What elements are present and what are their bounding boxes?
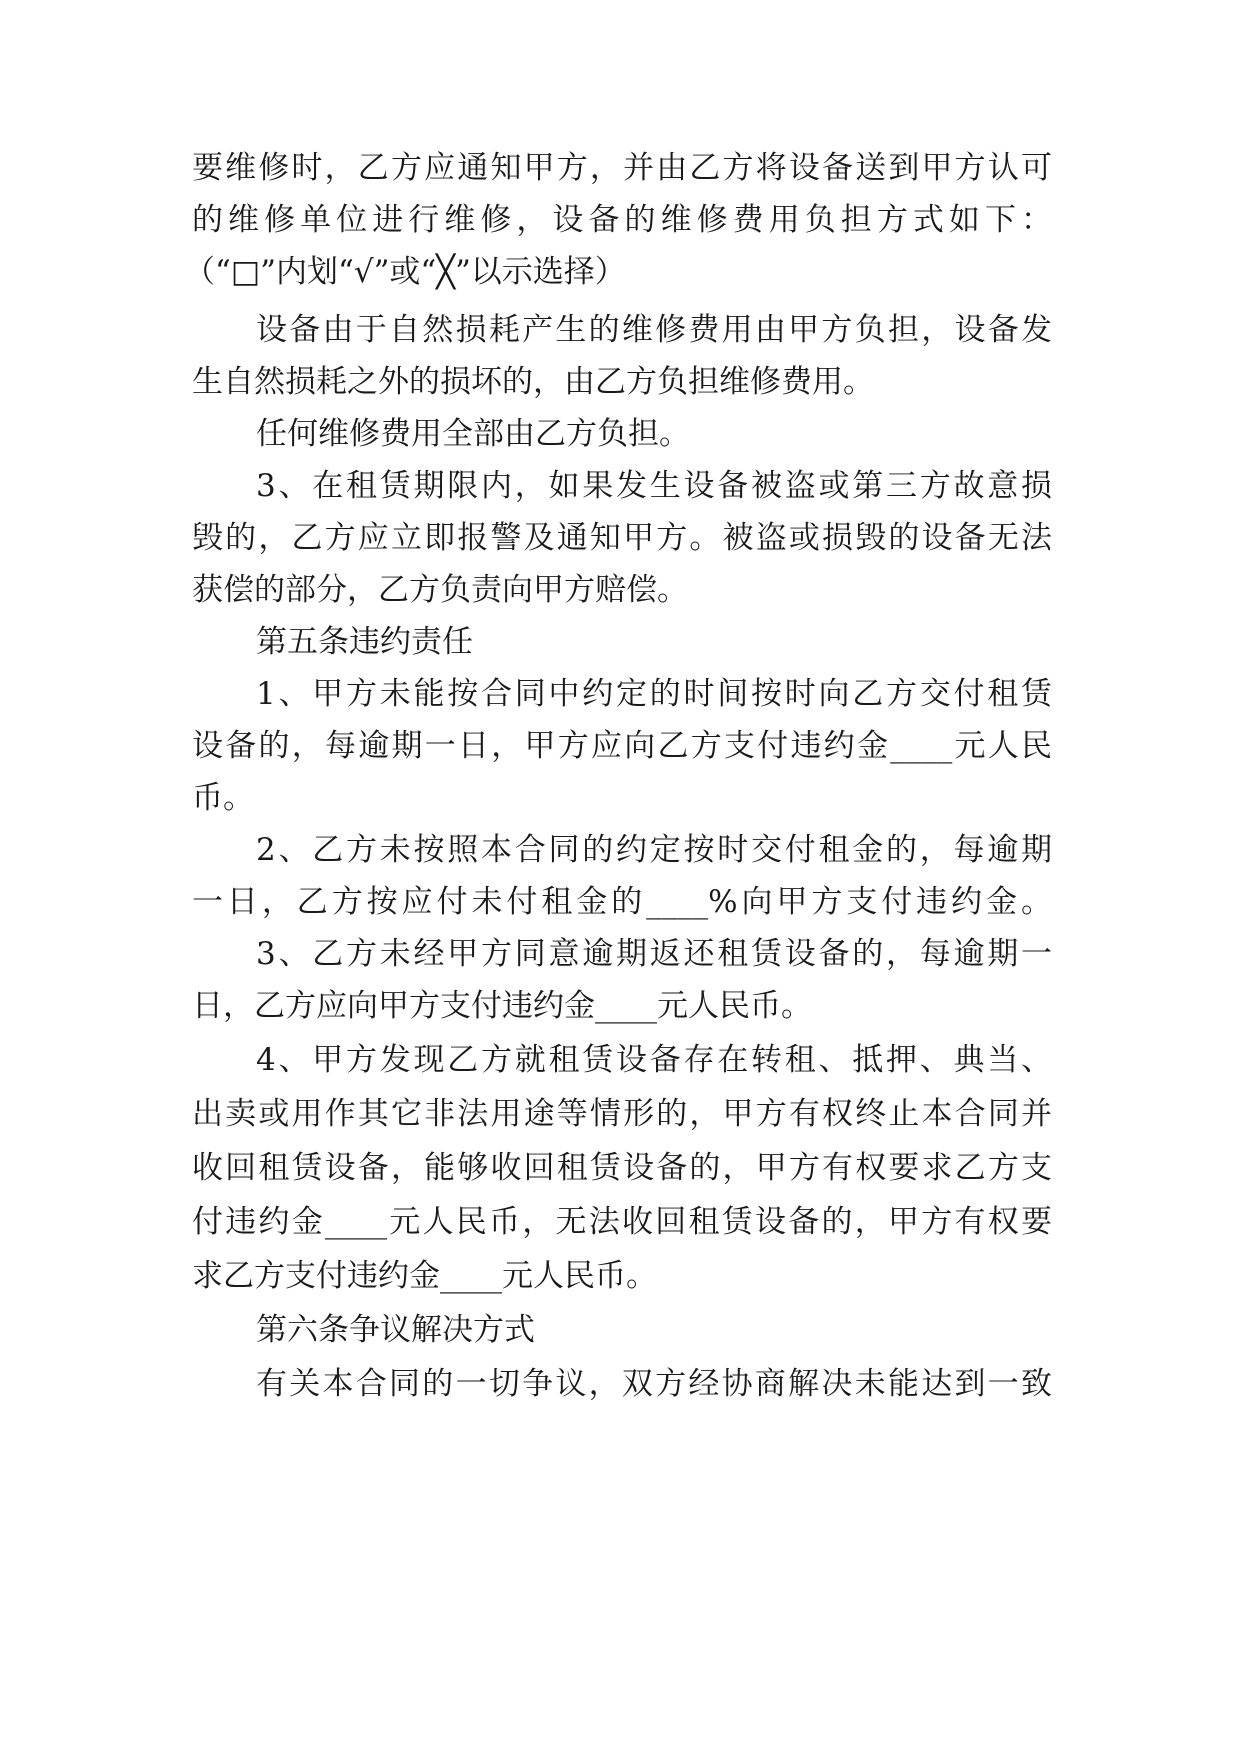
text-line: 有关本合同的一切争议，双方经协商解决未能达到一致 [256,1366,1052,1402]
document-page [184,0,1052,1754]
text-line: 3、在租赁期限内，如果发生设备被盗或第三方故意损 [256,468,1052,504]
text-line: 4、甲方发现乙方就租赁设备存在转租、抵押、典当、 [256,1042,1052,1078]
text-line: 1、甲方未能按合同中约定的时间按时向乙方交付租赁 [256,676,1052,712]
text-line: 要维修时，乙方应通知甲方，并由乙方将设备送到甲方认可 [192,150,1052,186]
text-line: 收回租赁设备，能够收回租赁设备的，甲方有权要求乙方支 [192,1150,1052,1186]
text-line: 日，乙方应向甲方支付违约金____元人民币。 [192,988,812,1024]
text-line: 毁的，乙方应立即报警及通知甲方。被盗或损毁的设备无法 [192,520,1052,556]
text-line: 出卖或用作其它非法用途等情形的，甲方有权终止本合同并 [192,1096,1052,1132]
section-heading: 第五条违约责任 [256,624,473,660]
section-heading: 第六条争议解决方式 [256,1312,535,1348]
text-line: 付违约金____元人民币，无法收回租赁设备的，甲方有权要 [192,1204,1052,1240]
text-line: 2、乙方未按照本合同的约定按时交付租金的，每逾期 [256,832,1052,868]
text-line: 生自然损耗之外的损坏的，由乙方负担维修费用。 [192,364,874,400]
text-line: （“□”内划“√”或“╳”以示选择） [184,254,626,290]
text-line: 3、乙方未经甲方同意逾期返还租赁设备的，每逾期一 [256,936,1052,972]
text-line: 求乙方支付违约金____元人民币。 [192,1258,657,1294]
text-line: 任何维修费用全部由乙方负担。 [256,416,690,452]
text-line: 的维修单位进行维修，设备的维修费用负担方式如下： [192,202,1052,238]
text-line: 币。 [192,780,254,816]
text-line: 一日，乙方按应付未付租金的____%向甲方支付违约金。 [192,884,1052,920]
text-line: 设备由于自然损耗产生的维修费用由甲方负担，设备发 [256,312,1052,348]
text-line: 获偿的部分，乙方负责向甲方赔偿。 [192,572,688,608]
text-line: 设备的，每逾期一日，甲方应向乙方支付违约金____元人民 [192,728,1052,764]
